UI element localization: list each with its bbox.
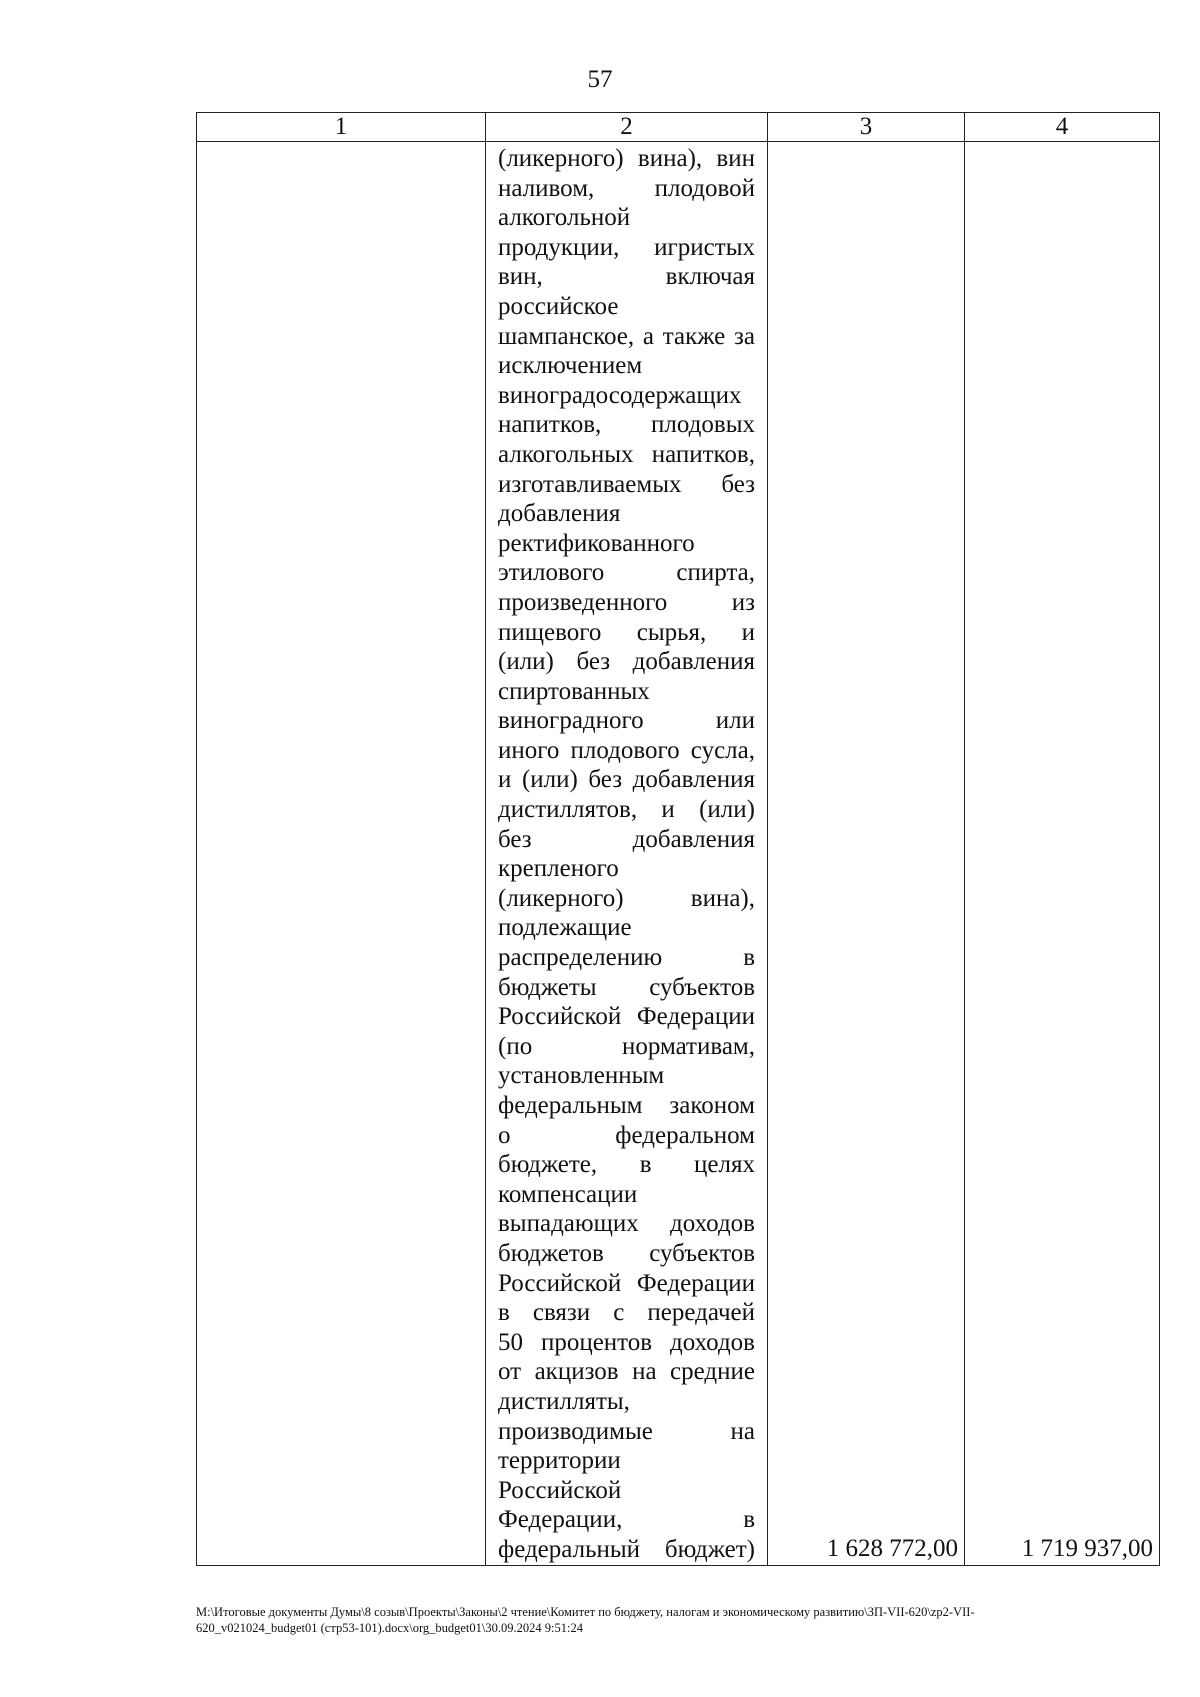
- file-path-line: 620_v021024_budget01 (стр53-101).docx\org_budget01\30.09.2024 9:51:24: [196, 1621, 583, 1635]
- description-line: (ликерного) вина), вин: [498, 145, 755, 172]
- description-line: наливом, плодовой: [498, 174, 755, 202]
- description-line: дистилляты,: [498, 1387, 630, 1415]
- description-line: выпадающих доходов: [498, 1210, 755, 1238]
- description-line: бюджетов субъектов: [498, 1239, 755, 1267]
- description-line: напитков, плодовых: [498, 411, 755, 439]
- description-line: в связи с передачей: [498, 1299, 755, 1327]
- description-line: алкогольных напитков,: [498, 440, 755, 468]
- page-number: 57: [587, 66, 613, 93]
- amount-cell-2: 1 719 937,00: [965, 142, 1160, 1566]
- description-line: производимые на: [498, 1417, 755, 1445]
- description-line: произведенного из: [498, 588, 755, 616]
- description-line: подлежащие: [498, 914, 632, 942]
- description-line: этилового спирта,: [498, 559, 755, 587]
- description-line: шампанское, а также за: [498, 322, 755, 350]
- description-line: компенсации: [498, 1180, 638, 1208]
- description-line: (ликерного) вина),: [498, 884, 755, 912]
- description-line: российское: [498, 292, 619, 320]
- description-line: Российской Федерации: [498, 1269, 755, 1297]
- description-line: от акцизов на средние: [498, 1358, 755, 1386]
- table-row: [197, 142, 1160, 1566]
- description-line: ректификованного: [498, 529, 695, 557]
- description-line: Российской: [498, 1476, 622, 1504]
- budget-table: [196, 112, 1160, 1566]
- description-line: о федеральном: [498, 1121, 755, 1149]
- description-line: распределению в: [498, 944, 755, 972]
- column-header-3: 3: [768, 113, 965, 142]
- description-line: установленным: [498, 1062, 665, 1090]
- description-line: (или) без добавления: [498, 648, 755, 676]
- description-line: федеральный бюджет): [498, 1535, 755, 1563]
- description-line: крепленого: [498, 855, 619, 883]
- column-header-4: 4: [965, 113, 1160, 142]
- column-header-1: 1: [197, 113, 486, 142]
- description-line: бюджете, в целях: [498, 1151, 755, 1179]
- description-line: пищевого сырья, и: [498, 618, 755, 646]
- description-line: добавления: [498, 500, 621, 528]
- description-line: вин, включая: [498, 263, 755, 291]
- description-line: продукции, игристых: [498, 233, 755, 261]
- description-line: (по нормативам,: [498, 1032, 755, 1060]
- description-line: без добавления: [498, 825, 755, 853]
- file-path-footer: [196, 1604, 1159, 1636]
- description-line: дистиллятов, и (или): [498, 796, 755, 824]
- code-cell: [197, 142, 486, 1566]
- description-line: изготавливаемых без: [498, 470, 755, 498]
- description-line: виноградосодержащих: [498, 381, 742, 409]
- amount-cell-1: 1 628 772,00: [768, 142, 965, 1566]
- table-header-row: [197, 113, 1160, 142]
- description-line: территории: [498, 1447, 621, 1475]
- file-path-line: M:\Итоговые документы Думы\8 созыв\Проекты\Законы\2 чтение\Комитет по бюджету, налогам и экономическому развитию\ЗП-VII-620\zp2-VII-: [196, 1605, 975, 1619]
- description-line: иного плодового сусла,: [498, 736, 755, 764]
- description-line: Федерации, в: [498, 1506, 755, 1534]
- description-line: исключением: [498, 352, 643, 380]
- description-line: и (или) без добавления: [498, 766, 755, 794]
- description-line: виноградного или: [498, 707, 755, 735]
- description-line: 50 процентов доходов: [498, 1328, 755, 1356]
- description-line: федеральным законом: [498, 1092, 755, 1119]
- description-cell: [486, 142, 768, 1566]
- description-line: бюджеты субъектов: [498, 973, 755, 1001]
- description-line: алкогольной: [498, 204, 631, 232]
- description-line: Российской Федерации: [498, 1003, 755, 1031]
- column-header-2: 2: [486, 113, 768, 142]
- description-text: [498, 144, 755, 1565]
- description-line: спиртованных: [498, 677, 650, 705]
